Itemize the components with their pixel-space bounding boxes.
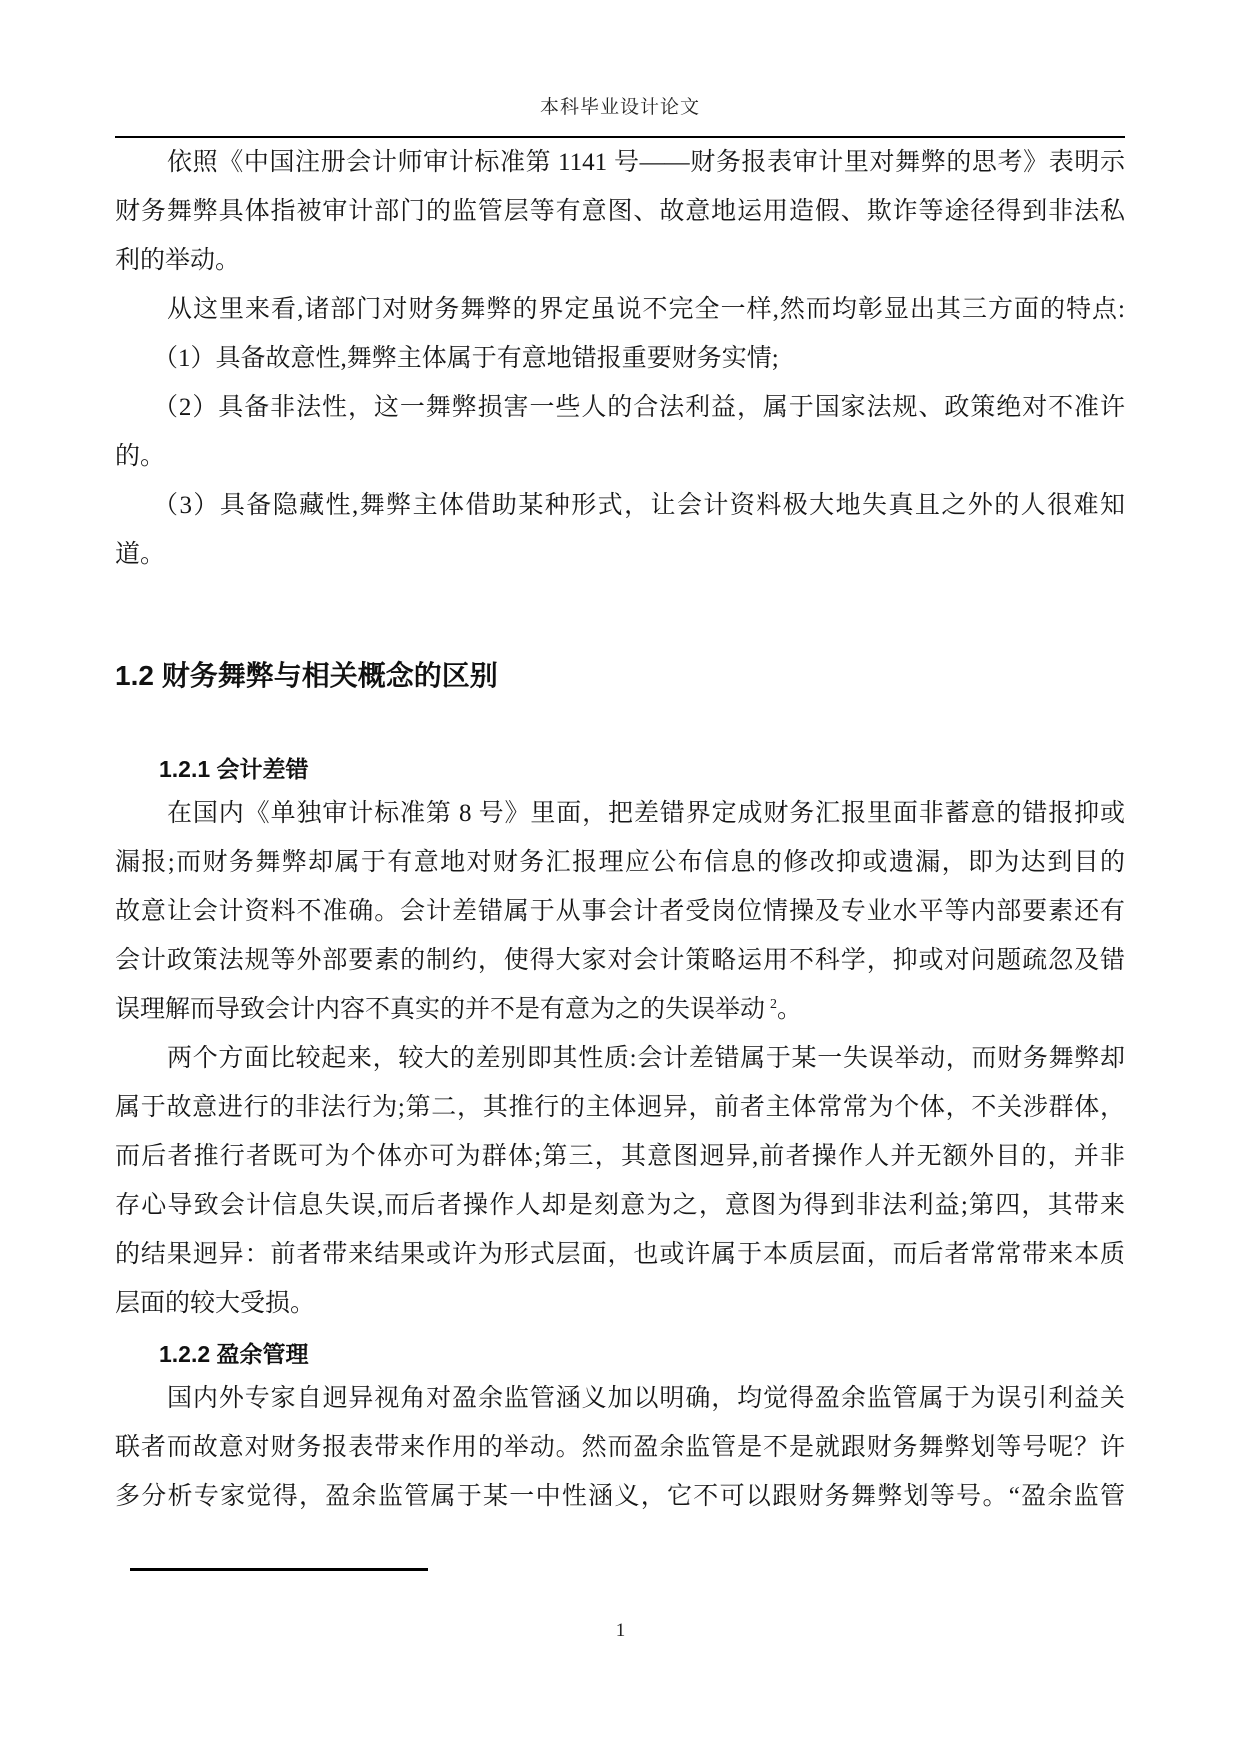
list-item-1 (115, 334, 1125, 383)
page-header (115, 0, 1125, 138)
paragraph-line: 漏报;而财务舞弊却属于有意地对财务汇报理应公布信息的修改抑或遗漏，即为达到目的 (115, 849, 1125, 876)
paragraph-line: 属于故意进行的非法行为;第二，其推行的主体迥异，前者主体常常为个体，不关涉群体， (115, 1094, 1125, 1121)
subsection-heading-1-2-1: 1.2.1 会计差错 (159, 756, 309, 782)
footnote-ref-superscript: 2 (770, 996, 778, 1012)
paragraph-intro (115, 138, 1125, 285)
paragraph-earnings-management (115, 1374, 1125, 1521)
footnote-separator (130, 1568, 428, 1571)
list-item-line: 道。 (115, 541, 166, 568)
paragraph-features-lead (115, 285, 1125, 334)
list-item-line: 的。 (115, 443, 166, 470)
subsection-heading-1-2-2: 1.2.2 盈余管理 (159, 1341, 309, 1367)
paragraph-line: 多分析专家觉得，盈余监管属于某一中性涵义，它不可以跟财务舞弊划等号。“盈余监管 (115, 1483, 1125, 1510)
paragraph-line-with-footnote (115, 985, 1125, 1034)
header-title: 本科毕业设计论文 (539, 97, 700, 118)
paragraph-line: 利的举动。 (115, 247, 241, 274)
paragraph-line: 故意让会计资料不准确。会计差错属于从事会计者受岗位情操及专业水平等内部要素还有 (115, 898, 1125, 925)
paragraph-line: 联者而故意对财务报表带来作用的举动。然而盈余监管是不是就跟财务舞弊划等号呢？许 (115, 1434, 1125, 1461)
page-number: 1 (615, 1620, 626, 1641)
list-item-3 (115, 481, 1125, 579)
paragraph-line: 在国内《单独审计标准第 8 号》里面，把差错界定成财务汇报里面非蓄意的错报抑或 (167, 800, 1125, 827)
list-item-line: （1）具备故意性,舞弊主体属于有意地错报重要财务实情; (153, 345, 779, 372)
list-item-line: （3）具备隐藏性,舞弊主体借助某种形式，让会计资料极大地失真且之外的人很难知 (153, 492, 1125, 519)
paragraph-line: 层面的较大受损。 (115, 1290, 316, 1317)
paragraph-line-end: 。 (777, 996, 803, 1023)
paragraph-comparison (115, 1034, 1125, 1328)
paragraph-line: 而后者推行者既可为个体亦可为群体;第三，其意图迥异,前者操作人并无额外目的，并非 (115, 1143, 1125, 1170)
paragraph-line: 财务舞弊具体指被审计部门的监管层等有意图、故意地运用造假、欺诈等途径得到非法私 (115, 198, 1125, 225)
paragraph-line: 依照《中国注册会计师审计标准第 1141 号——财务报表审计里对舞弊的思考》表明示 (167, 149, 1125, 176)
paragraph-accounting-error (115, 789, 1125, 1034)
paragraph-line: 存心导致会计信息失误,而后者操作人却是刻意为之，意图为得到非法利益;第四，其带来 (115, 1192, 1125, 1219)
paragraph-line: 从这里来看,诸部门对财务舞弊的界定虽说不完全一样,然而均彰显出其三方面的特点: (167, 296, 1125, 323)
paragraph-line: 会计政策法规等外部要素的制约，使得大家对会计策略运用不科学，抑或对问题疏忽及错 (115, 947, 1125, 974)
paragraph-line: 两个方面比较起来，较大的差别即其性质:会计差错属于某一失误举动，而财务舞弊却 (167, 1045, 1125, 1072)
list-item-line: （2）具备非法性，这一舞弊损害一些人的合法利益，属于国家法规、政策绝对不准许 (153, 394, 1125, 421)
list-item-2 (115, 383, 1125, 481)
paragraph-line: 国内外专家自迥异视角对盈余监管涵义加以明确，均觉得盈余监管属于为误引利益关 (167, 1385, 1125, 1412)
section-heading-1-2: 1.2 财务舞弊与相关概念的区别 (115, 660, 498, 691)
paragraph-line: 的结果迥异：前者带来结果或许为形式层面，也或许属于本质层面，而后者常常带来本质 (115, 1241, 1125, 1268)
paragraph-line-text: 误理解而导致会计内容不真实的并不是有意为之的失误举动 (115, 996, 766, 1023)
